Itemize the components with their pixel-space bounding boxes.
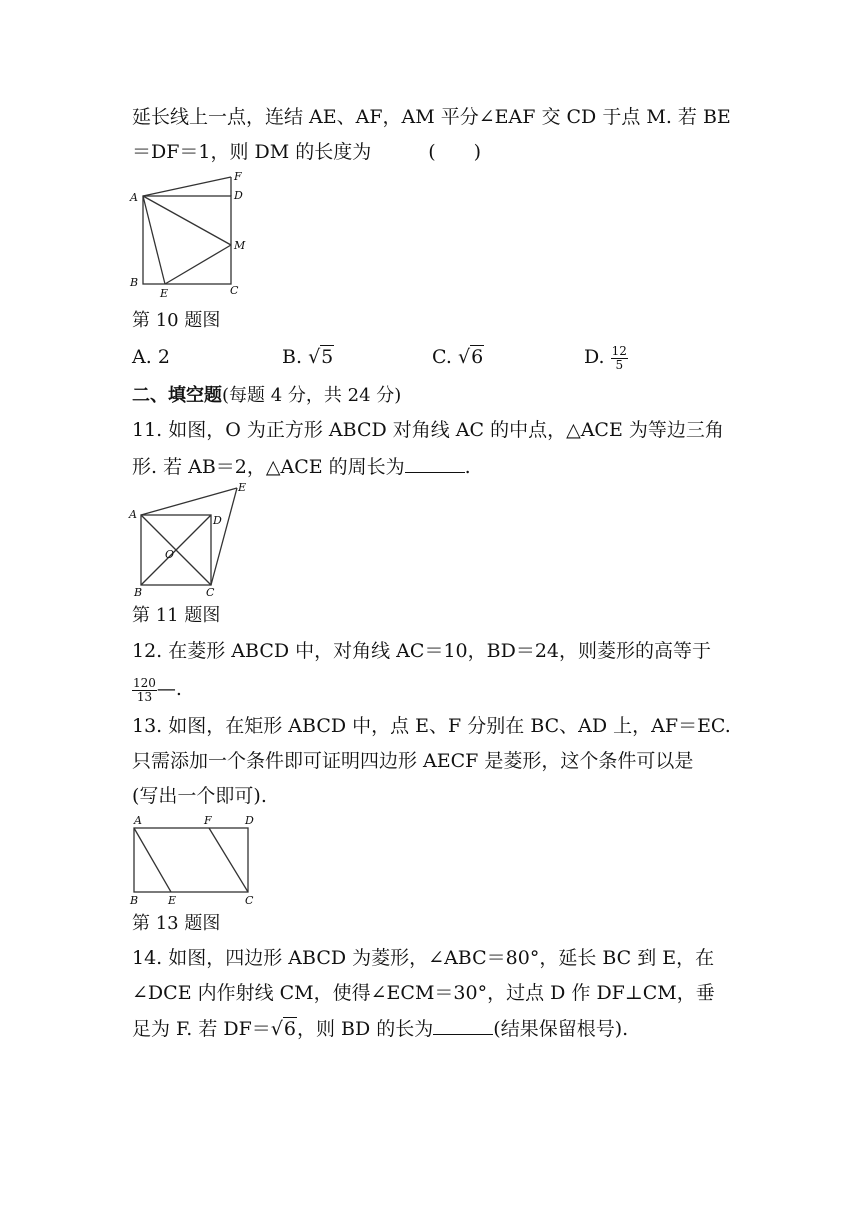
option-a-label: A.: [132, 346, 152, 368]
q11-label-d: D: [213, 514, 222, 527]
q13-label-f: F: [204, 814, 212, 827]
section-heading: [132, 383, 401, 409]
q14-line-1: 14. 如图，四边形 ABCD 为菱形，∠ABC＝80°，延长 BC 到 E，在: [132, 947, 715, 969]
q10-label-a: A: [130, 191, 138, 204]
q10-figure: [120, 168, 260, 303]
q11-line-2: [132, 452, 471, 481]
q10-label-f: F: [234, 170, 242, 183]
q13-caption: 第 13 题图: [132, 913, 221, 934]
q13-figure: [125, 812, 265, 908]
option-c-label: C.: [432, 346, 452, 368]
option-b-label: B.: [282, 346, 303, 368]
q11-line-2-end: .: [464, 456, 471, 478]
section-title: 二、填空题: [132, 385, 222, 406]
q14-line-3-mid: ，则 BD 的长为: [297, 1018, 434, 1040]
section-note: (每题 4 分，共 24 分): [222, 385, 402, 406]
option-b-sqrt: √: [308, 346, 321, 368]
option-c-sqrt: √: [457, 346, 471, 368]
q10-label-c: C: [230, 284, 239, 297]
q14-line-2: ∠DCE 内作射线 CM，使得∠ECM＝30°，过点 D 作 DF⊥CM，垂: [132, 982, 715, 1004]
option-a-value: 2: [157, 346, 170, 368]
option-c-radicand: 6: [471, 346, 484, 368]
q14-line-3-text: 足为 F. 若 DF＝: [132, 1018, 271, 1040]
q10-label-d: D: [234, 189, 243, 202]
q13-label-c: C: [245, 894, 254, 907]
q10-option-a[interactable]: [132, 343, 170, 371]
q13-label-a: A: [134, 814, 142, 827]
q12-line-1: 12. 在菱形 ABCD 中，对角线 AC＝10，BD＝24，则菱形的高等于: [132, 640, 711, 662]
option-d-fraction: $\frac{12}{5}$: [611, 343, 627, 372]
q11-label-b: B: [134, 586, 143, 599]
q11-answer-blank[interactable]: [405, 452, 465, 473]
q14-answer-blank[interactable]: [433, 1014, 493, 1035]
q10-option-c[interactable]: [432, 343, 484, 371]
q10-caption: 第 10 题图: [132, 310, 221, 331]
q14-line-3: [132, 1014, 628, 1043]
q11-label-c: C: [206, 586, 215, 599]
q13-label-e: E: [168, 894, 177, 907]
q11-label-e: E: [238, 481, 247, 494]
q11-line-1: 11. 如图，O 为正方形 ABCD 对角线 AC 的中点，△ACE 为等边三角: [132, 419, 724, 441]
q13-line-3: (写出一个即可).: [132, 785, 267, 807]
q10-line-1: 延长线上一点，连结 AE、AF，AM 平分∠EAF 交 CD 于点 M. 若 BE: [132, 106, 731, 128]
q11-figure: [125, 480, 265, 600]
q10-line-2: ＝DF＝1，则 DM 的长度为 ( ): [132, 141, 482, 163]
q10-label-e: E: [160, 287, 169, 300]
q13-label-b: B: [130, 894, 139, 907]
q12-line-2-end: —.: [156, 678, 182, 700]
option-b-radicand: 5: [321, 346, 334, 368]
q13-line-1: 13. 如图，在矩形 ABCD 中，点 E、F 分别在 BC、AD 上，AF＝EC.: [132, 715, 731, 737]
q13-label-d: D: [245, 814, 254, 827]
q10-option-d[interactable]: [584, 343, 628, 372]
option-d-label: D.: [584, 346, 605, 368]
q14-line-3-end: (结果保留根号).: [493, 1018, 629, 1040]
q14-sqrt: √: [270, 1018, 283, 1040]
q10-label-b: B: [130, 276, 139, 289]
q11-line-2-text: 形. 若 AB＝2，△ACE 的周长为: [132, 456, 405, 478]
q11-caption: 第 11 题图: [132, 605, 221, 626]
q13-line-2: 只需添加一个条件即可证明四边形 AECF 是菱形，这个条件可以是: [132, 750, 694, 772]
q10-label-m: M: [234, 239, 246, 252]
q11-label-a: A: [129, 508, 137, 521]
q14-radicand: 6: [283, 1018, 297, 1040]
q12-line-2: [132, 671, 182, 707]
q11-label-o: O: [165, 548, 175, 561]
q10-option-b[interactable]: [282, 343, 334, 371]
q12-answer-fraction: $\frac{120}{13}$: [133, 675, 156, 704]
